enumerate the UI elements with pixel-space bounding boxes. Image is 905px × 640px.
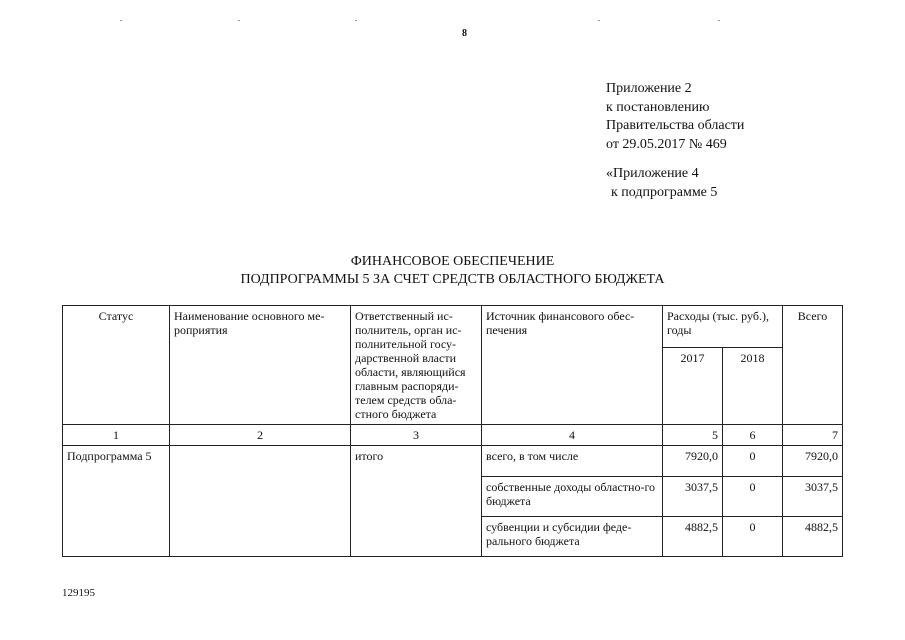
value-2017-cell: 4882,5	[663, 517, 723, 557]
header-year-2017: 2017	[663, 348, 723, 425]
appendix-line: к постановлению	[606, 99, 710, 115]
status-cell: Подпрограмма 5	[63, 446, 170, 557]
header-expenses: Расходы (тыс. руб.), годы	[663, 306, 783, 348]
header-name: Наименование основного ме-роприятия	[170, 306, 351, 425]
scan-speck	[120, 20, 122, 21]
page-number: 8	[462, 28, 467, 39]
responsible-cell: итого	[351, 446, 482, 557]
name-cell	[170, 446, 351, 557]
column-number: 1	[63, 425, 170, 446]
document-code: 129195	[62, 587, 95, 599]
table-row	[63, 446, 843, 477]
header-status: Статус	[63, 306, 170, 425]
source-cell: собственные доходы областно-го бюджета	[482, 477, 663, 517]
scan-speck	[718, 20, 720, 21]
header-row	[63, 306, 843, 348]
title-line: ФИНАНСОВОЕ ОБЕСПЕЧЕНИЕ	[350, 254, 555, 269]
scan-speck	[355, 20, 357, 21]
value-2017-cell: 7920,0	[663, 446, 723, 477]
appendix-reference-line: к подпрограмме 5	[611, 184, 718, 200]
column-number: 3	[351, 425, 482, 446]
appendix-line: Правительства области	[606, 118, 745, 133]
appendix-line: Приложение 2	[606, 81, 692, 96]
value-2017-cell: 3037,5	[663, 477, 723, 517]
header-responsible: Ответственный ис-полнитель, орган ис-полнительной госу-дарственной власти области, являющийся главным распоряди-телем средств обла-стного бюджета	[351, 306, 482, 425]
header-year-2018: 2018	[723, 348, 783, 425]
total-cell: 7920,0	[783, 446, 843, 477]
scan-speck	[238, 20, 240, 21]
column-number: 2	[170, 425, 351, 446]
header-source: Источник финансового обес-печения	[482, 306, 663, 425]
header-total: Всего	[783, 306, 843, 425]
source-cell: всего, в том числе	[482, 446, 663, 477]
value-2018-cell: 0	[723, 517, 783, 557]
financing-table	[62, 305, 843, 557]
appendix-reference-line: «Приложение 4	[606, 166, 699, 181]
column-number: 6	[723, 425, 783, 446]
column-number: 7	[783, 425, 843, 446]
source-cell: субвенции и субсидии феде-рального бюджета	[482, 517, 663, 557]
column-number: 5	[663, 425, 723, 446]
document-title	[0, 253, 905, 289]
value-2018-cell: 0	[723, 477, 783, 517]
column-numbers-row	[63, 425, 843, 446]
total-cell: 4882,5	[783, 517, 843, 557]
appendix-line: от 29.05.2017 № 469	[606, 136, 727, 152]
title-line: ПОДПРОГРАММЫ 5 ЗА СЧЕТ СРЕДСТВ ОБЛАСТНОГО БЮДЖЕТА	[240, 272, 665, 287]
value-2018-cell: 0	[723, 446, 783, 477]
column-number: 4	[482, 425, 663, 446]
appendix-reference-block	[606, 165, 717, 202]
scan-speck	[598, 20, 600, 21]
appendix-block	[606, 80, 744, 154]
total-cell: 3037,5	[783, 477, 843, 517]
